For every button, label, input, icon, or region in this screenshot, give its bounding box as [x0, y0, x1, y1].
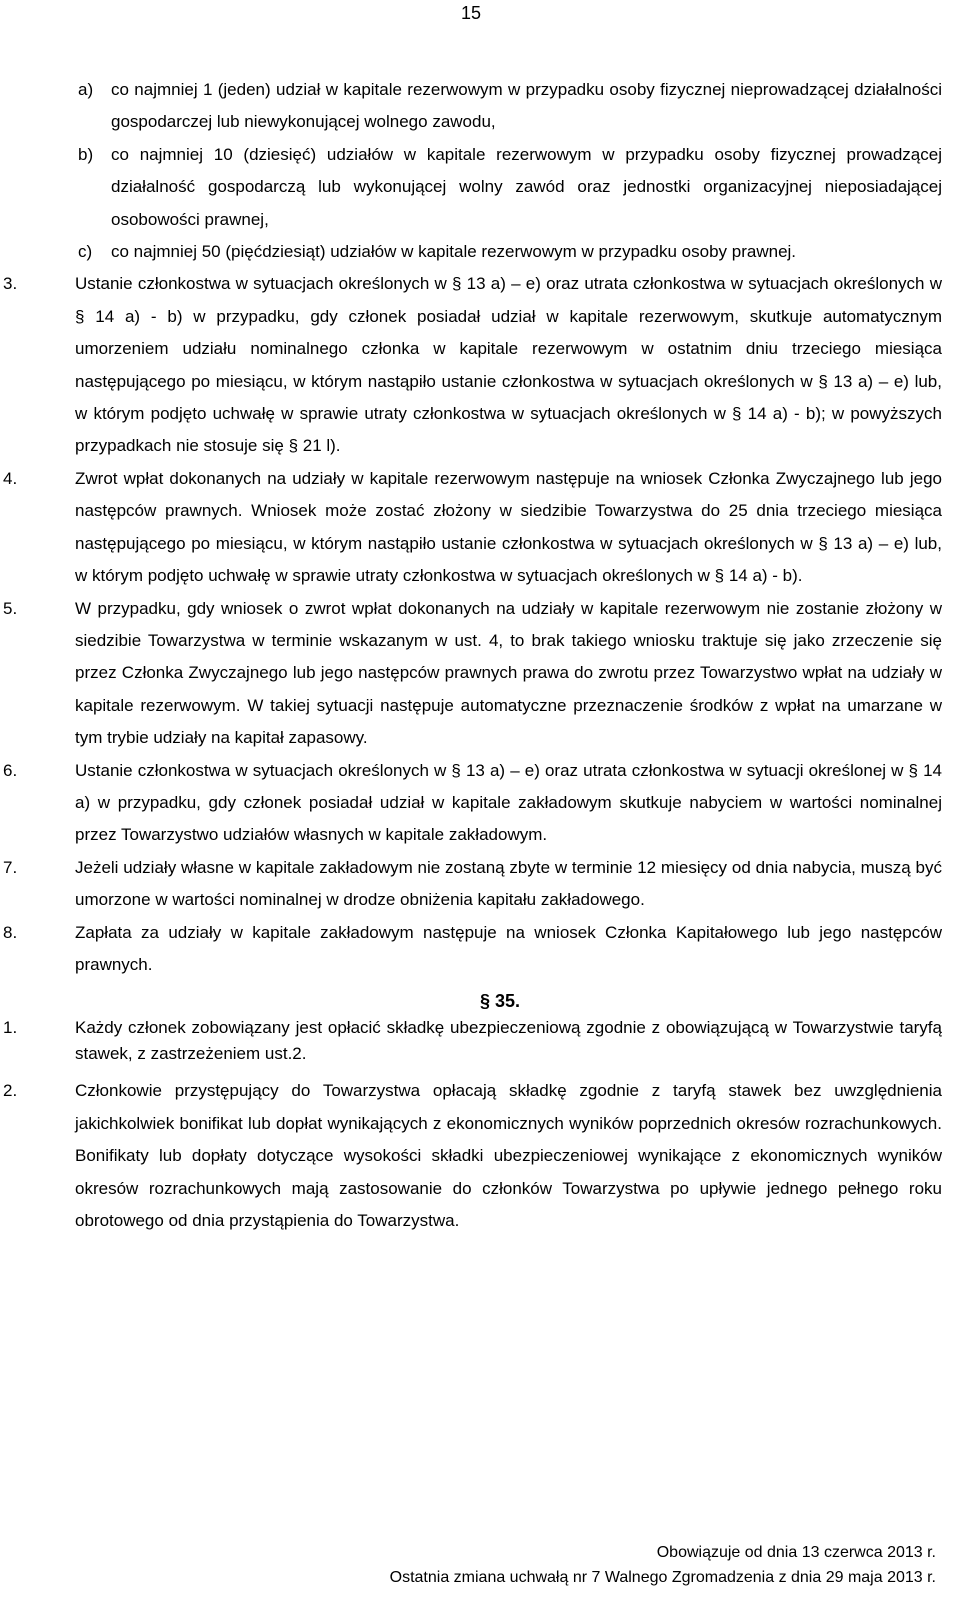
list-item-label: b): [78, 144, 94, 164]
paragraph-text: Zwrot wpłat dokonanych na udziały w kapitale rezerwowym następuje na wniosek Członka Zwyczajnego lub jego następców prawnych. Wniosek może zostać złożony w siedzibie Towarzystwa do 25 dnia trzeciego miesiąca następującego po miesiącu, w którym nastąpiło ustanie członkostwa w sytuacjach określonych w § 13 a) – e) lub, w którym podjęto uchwałę w sprawie utraty członkostwa w sytuacjach określonych w § 14 a) - b).: [75, 468, 942, 586]
list-item-text: co najmniej 50 (pięćdziesiąt) udziałów w kapitale rezerwowym w przypadku osoby prawnej.: [111, 242, 797, 262]
footer-last-amendment: Ostatnia zmiana uchwałą nr 7 Walnego Zgromadzenia z dnia 29 maja 2013 r.: [389, 1569, 936, 1586]
list-item-c: [0, 236, 960, 268]
paragraph-text: Zapłata za udziały w kapitale zakładowym następuje na wniosek Członka Kapitałowego lub jego następców prawnych.: [75, 922, 942, 974]
paragraph-text: W przypadku, gdy wniosek o zwrot wpłat dokonanych na udziały w kapitale rezerwowym nie zostanie złożony w siedzibie Towarzystwa w terminie wskazanym w ust. 4, to brak takiego wniosku traktuje się jako zrzeczenie się przez Członka Zwyczajnego lub jego następców prawnych prawa do zwrotu przez Towarzystwo wpłat na udziały w kapitale rezerwowym. W takiej sytuacji następuje automatyczne przeznaczenie środków z wpłat na umarzane w tym trybie udziały na kapitał zapasowy.: [75, 598, 942, 748]
paragraph-number: 2.: [3, 1081, 18, 1101]
paragraph-6: [0, 755, 960, 852]
list-item-text: co najmniej 10 (dziesięć) udziałów w kapitale rezerwowym w przypadku osoby fizycznej prowadzącej działalność gospodarczą lub wykonującej wolny zawód oraz jednostki organizacyjnej nieposiadającej osobowości prawnej,: [111, 144, 942, 229]
paragraph-number: 4.: [3, 468, 18, 488]
document-body: [0, 74, 960, 1237]
paragraph-3: [0, 268, 960, 462]
list-item-text: co najmniej 1 (jeden) udział w kapitale rezerwowym w przypadku osoby fizycznej nieprowadzącej działalności gospodarczej lub niewykonującej wolnego zawodu,: [111, 80, 942, 132]
list-item-label: a): [78, 80, 94, 99]
paragraph-4: [0, 463, 960, 593]
paragraph-number: 7.: [3, 857, 18, 877]
paragraph-text: Każdy członek zobowiązany jest opłacić składkę ubezpieczeniową zgodnie z obowiązującą w Towarzystwie taryfą stawek, z zastrzeżeniem ust.2.: [75, 1018, 942, 1064]
paragraph-5: [0, 593, 960, 755]
paragraph-number: 3.: [3, 274, 18, 294]
section-35-paragraph-1: [0, 1015, 960, 1067]
section-35-paragraph-2: [0, 1075, 960, 1237]
paragraph-8: [0, 917, 960, 982]
paragraph-text: Ustanie członkostwa w sytuacjach określonych w § 13 a) – e) oraz utrata członkostwa w sytuacjach określonych w § 14 a) - b) w przypadku, gdy członek posiadał udział w kapitale rezerwowym, skutkuje automatycznym umorzeniem udziału nominalnego członka w kapitale rezerwowym w ostatnim dniu trzeciego miesiąca następującego po miesiącu, w którym nastąpiło ustanie członkostwa w sytuacjach określonych w § 13 a) – e) lub, w którym podjęto uchwałę w sprawie utraty członkostwa w sytuacjach określonych w § 14 a) - b); w powyższych przypadkach nie stosuje się § 21 l).: [75, 274, 942, 456]
list-item-a: [0, 74, 960, 139]
paragraph-text: Jeżeli udziały własne w kapitale zakładowym nie zostaną zbyte w terminie 12 miesięcy od dnia nabycia, muszą być umorzone w wartości nominalnej w drodze obniżenia kapitału zakładowego.: [75, 857, 942, 910]
list-item-b: [0, 139, 960, 236]
list-item-label: c): [78, 242, 93, 262]
paragraph-number: 6.: [3, 760, 18, 780]
section-number: 35.: [494, 991, 521, 1012]
section-heading: [0, 987, 960, 1015]
paragraph-number: 8.: [3, 922, 18, 942]
paragraph-text: Ustanie członkostwa w sytuacjach określonych w § 13 a) – e) oraz utrata członkostwa w sytuacji określonej w § 14 a) w przypadku, gdy członek posiadał udział w kapitale zakładowym skutkuje nabyciem w wartości nominalnej przez Towarzystwo udziałów własnych w kapitale zakładowym.: [75, 760, 942, 845]
paragraph-text: Członkowie przystępujący do Towarzystwa opłacają składkę zgodnie z taryfą stawek bez uwzględnienia jakichkolwiek bonifikat lub dopłat wynikających z ekonomicznych wyników poprzednich okresów rozrachunkowych. Bonifikaty lub dopłaty dotyczące wysokości składki ubezpieczeniowej wynikające z ekonomicznych wyników okresów rozrachunkowych mają zastosowanie do członków Towarzystwa po upływie jednego pełnego roku obrotowego od dnia przystąpienia do Towarzystwa.: [75, 1081, 942, 1230]
footer-effective-date: Obowiązuje od dnia 13 czerwca 2013 r.: [656, 1544, 936, 1561]
paragraph-number: 5.: [3, 598, 18, 618]
section-symbol: §: [479, 991, 495, 1012]
page-number: 15: [461, 3, 482, 23]
paragraph-number: 1.: [3, 1018, 18, 1038]
paragraph-7: [0, 852, 960, 917]
